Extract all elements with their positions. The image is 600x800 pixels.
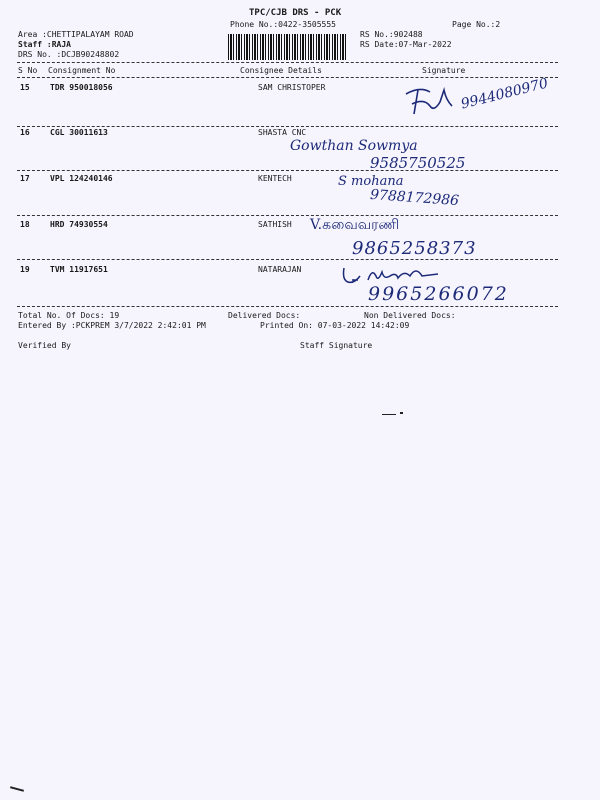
page-number: Page No.:2 xyxy=(452,20,501,29)
printed-on: Printed On: 07-03-2022 14:42:09 xyxy=(260,321,410,330)
col-sno: S No xyxy=(18,66,38,75)
scan-speck xyxy=(382,414,396,415)
col-consignment: Consignment No xyxy=(48,66,116,75)
total-docs: Total No. Of Docs: 19 xyxy=(18,311,120,320)
divider xyxy=(17,259,558,260)
phone-number: Phone No.:0422-3505555 xyxy=(230,20,336,29)
divider xyxy=(17,62,558,63)
row-sno: 15 xyxy=(20,83,30,92)
row-sno: 17 xyxy=(20,174,30,183)
row-consignment: TVM 11917651 xyxy=(50,265,108,274)
non-delivered-docs: Non Delivered Docs: xyxy=(364,311,456,320)
row-signature-name: V.கவைவரணி xyxy=(310,217,400,233)
staff-label: Staff :RAJA xyxy=(18,40,71,49)
drs-number: DRS No. :DCJB90248802 xyxy=(18,50,120,59)
row-signature-phone: 9865258373 xyxy=(352,238,477,259)
barcode xyxy=(228,34,348,60)
row-signature-name: Gowthan Sowmya xyxy=(290,138,418,154)
entered-by: Entered By :PCKPREM 3/7/2022 2:42:01 PM xyxy=(18,321,206,330)
row-consignee: SATHISH xyxy=(258,220,292,229)
row-signature-name: S mohana xyxy=(338,174,404,189)
rs-number: RS No.:902488 xyxy=(360,30,423,39)
row-consignment: TDR 950018056 xyxy=(50,83,113,92)
rs-date: RS Date:07-Mar-2022 xyxy=(360,40,452,49)
scan-speck xyxy=(400,412,403,414)
report-title: TPC/CJB DRS - PCK xyxy=(249,8,342,18)
row-sno: 16 xyxy=(20,128,30,137)
verified-by: Verified By xyxy=(18,341,71,350)
delivered-docs: Delivered Docs: xyxy=(228,311,301,320)
row-consignee: NATARAJAN xyxy=(258,265,302,274)
staff-signature-label: Staff Signature xyxy=(300,341,373,350)
row-consignee: SHASTA CNC xyxy=(258,128,307,137)
col-signature: Signature xyxy=(422,66,466,75)
row-signature-phone: 9788172986 xyxy=(369,186,460,210)
divider xyxy=(17,215,558,216)
row-consignment: CGL 30011613 xyxy=(50,128,108,137)
scan-speck xyxy=(10,786,24,792)
divider xyxy=(17,306,558,307)
row-consignment: HRD 74930554 xyxy=(50,220,108,229)
row-signature-phone: 9965266072 xyxy=(368,283,509,305)
area-label: Area :CHETTIPALAYAM ROAD xyxy=(18,30,134,39)
row-signature-phone: 9585750525 xyxy=(370,154,466,172)
row-consignment: VPL 124240146 xyxy=(50,174,113,183)
row-consignee: SAM CHRISTOPER xyxy=(258,83,326,92)
divider xyxy=(17,126,558,127)
divider xyxy=(17,170,558,171)
row-consignee: KENTECH xyxy=(258,174,292,183)
col-consignee: Consignee Details xyxy=(240,66,322,75)
row-sno: 18 xyxy=(20,220,30,229)
row-sno: 19 xyxy=(20,265,30,274)
divider xyxy=(17,77,558,78)
row-signature-phone: 9944080970 xyxy=(459,75,550,113)
